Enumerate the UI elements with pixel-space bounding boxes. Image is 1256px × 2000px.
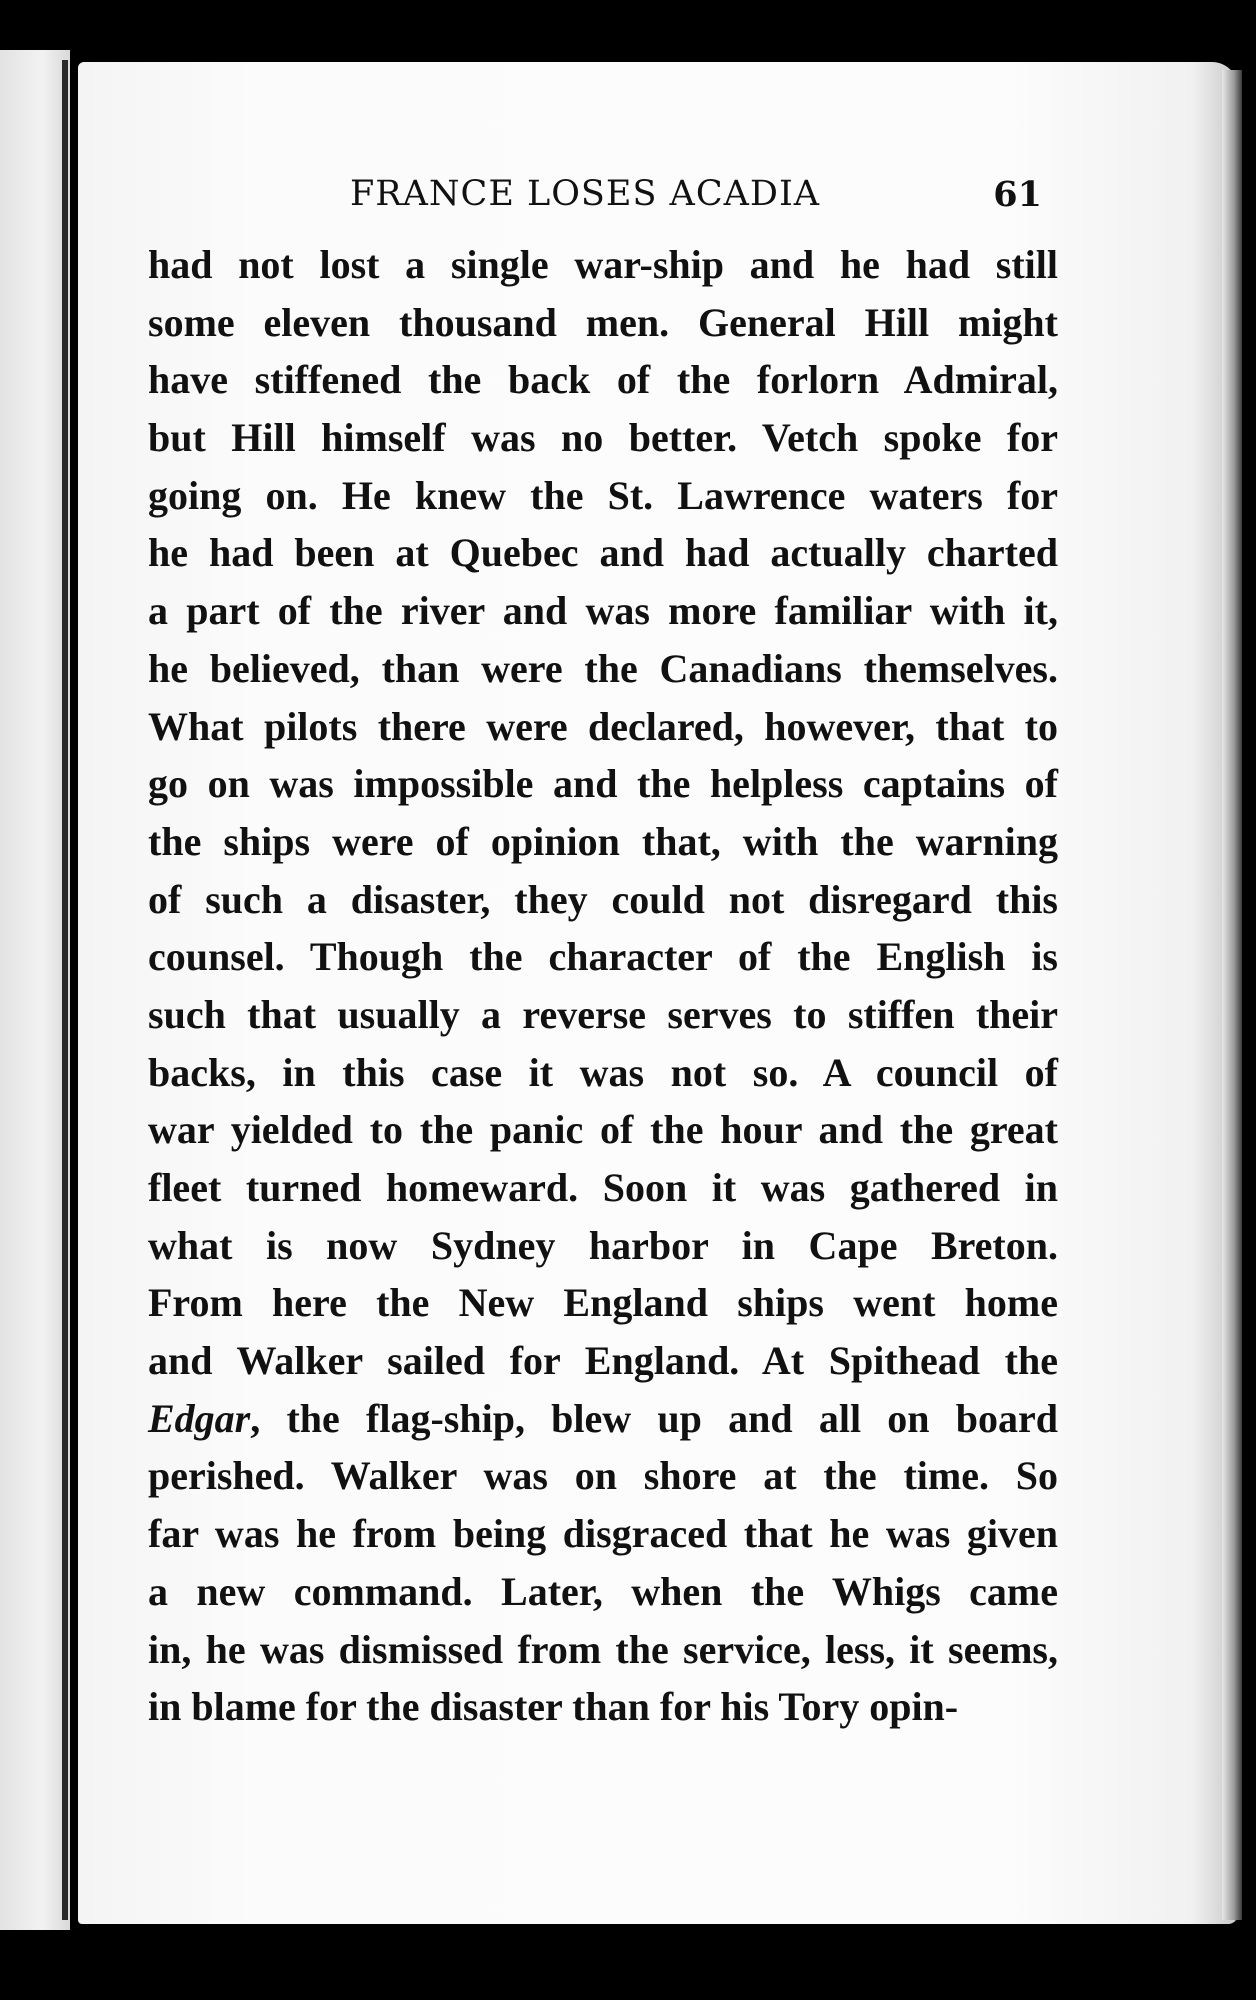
text-line: a part of the river and was more familiar with it, (148, 588, 1058, 634)
text-line: in blame for the disaster than for his Tory opin- (148, 1684, 959, 1730)
text-line: have stiffened the back of the forlorn Admiral, (148, 357, 1058, 403)
text-line: What pilots there were declared, however, that to (148, 703, 1058, 749)
text-line: and Walker sailed for England. At Spithead the (148, 1338, 1058, 1384)
page-number: 61 (993, 174, 1042, 215)
text-line: what is now Sydney harbor in Cape Breton. (148, 1222, 1058, 1268)
text-line: he had been at Quebec and had actually charted (148, 530, 1058, 576)
text-line: far was he from being disgraced that he was given (148, 1511, 1058, 1557)
text-line: in, he was dismissed from the service, less, it seems, (148, 1626, 1058, 1672)
body-text (148, 236, 1058, 1736)
binding-gutter (62, 60, 68, 1920)
text-line: he believed, than were the Canadians themselves. (148, 645, 1058, 691)
italic-ship-name: Edgar (148, 1395, 251, 1441)
text-line: go on was impossible and the helpless captains of (148, 761, 1058, 807)
text-line-with-italic (148, 1390, 1058, 1448)
text-line: war yielded to the panic of the hour and the great (148, 1107, 1058, 1153)
text-line-remainder: , the flag-ship, blew up and all on board (250, 1395, 1058, 1441)
text-line: fleet turned homeward. Soon it was gathered in (148, 1165, 1058, 1210)
text-line: From here the New England ships went home (148, 1280, 1058, 1326)
text-line: of such a disaster, they could not disregard this (148, 876, 1058, 922)
running-header (148, 170, 1044, 226)
page-stack-edge (1222, 70, 1242, 1920)
text-line: such that usually a reverse serves to stiffen their (148, 991, 1058, 1037)
text-line: counsel. Though the character of the English is (148, 934, 1058, 980)
text-line: perished. Walker was on shore at the time. So (148, 1453, 1058, 1499)
text-line: the ships were of opinion that, with the warning (148, 818, 1058, 864)
text-line: but Hill himself was no better. Vetch spoke for (148, 415, 1058, 461)
text-line: had not lost a single war-ship and he had still (148, 242, 1058, 287)
text-line: backs, in this case it was not so. A council of (148, 1049, 1058, 1095)
facing-page-edge (0, 50, 70, 1930)
text-line: a new command. Later, when the Whigs came (148, 1568, 1058, 1614)
text-line: going on. He knew the St. Lawrence waters for (148, 472, 1058, 518)
text-line: some eleven thousand men. General Hill might (148, 299, 1058, 345)
running-title: FRANCE LOSES ACADIA (350, 174, 821, 214)
